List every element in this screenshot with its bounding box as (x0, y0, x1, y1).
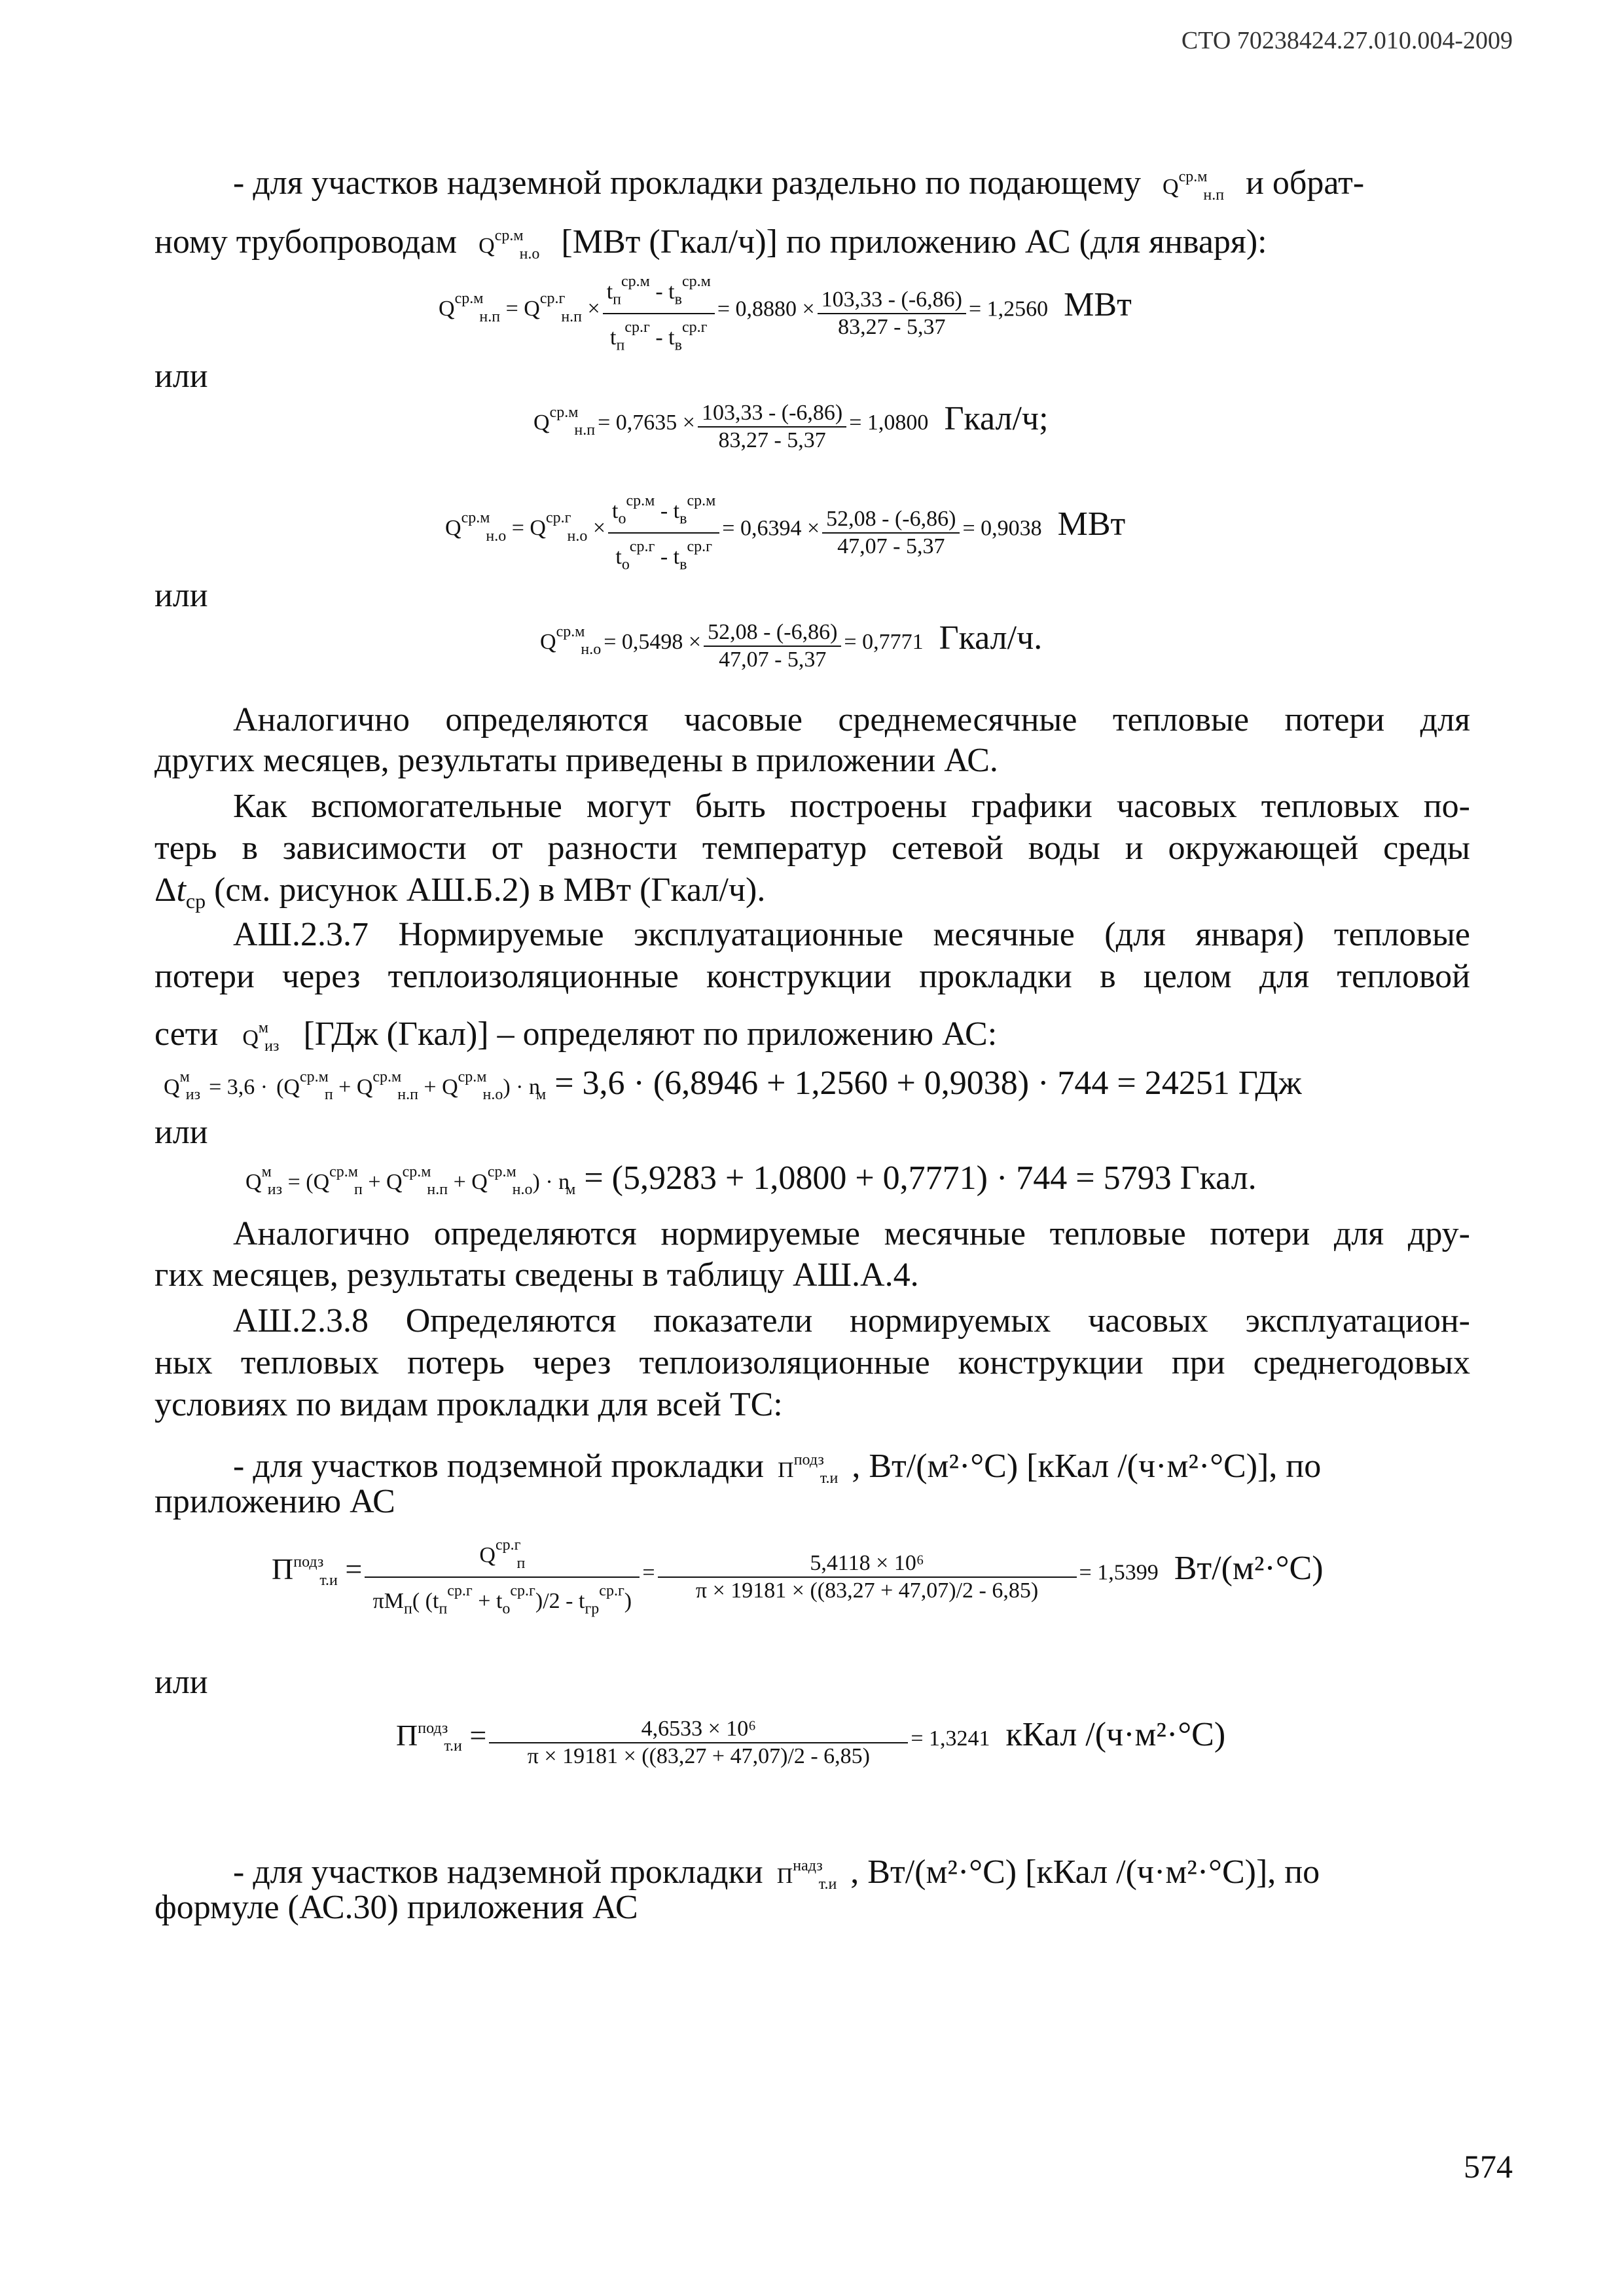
paragraph-1-line-1 (233, 157, 1364, 215)
text-segment: ному трубопроводам (154, 223, 458, 261)
text-segment: сети (154, 1015, 219, 1053)
text-segment: - для участков подземной прокладки (233, 1448, 765, 1485)
equation-4: $Q^{ср.м}_{н.о} = 0,5498$ × $\frac{52,08 - (-6,86)}{47,07 - 5,37}$ = 0,7771 Гкал/ч. (540, 619, 1043, 672)
or-text: или (154, 577, 208, 614)
p-ti-overground-symbol: $П^{надз}_{т.и}$ (776, 1857, 837, 1893)
fraction: $\frac{52,08 - (-6,86)}{47,07 - 5,37}$ (704, 619, 841, 673)
delta-t-symbol: $\Delta t_{ср}$ (154, 871, 206, 913)
result-value: = 0,7771 (844, 630, 924, 654)
document-code-header: СТО 70238424.27.010.004-2009 (1181, 27, 1513, 54)
text-segment: - для участков надземной прокладки (233, 1853, 763, 1891)
paragraph-6-line-3: условиях по видам прокладки для всей ТС: (154, 1386, 783, 1423)
text-segment: и обрат- (1246, 164, 1365, 202)
text-segment: - для участков надземной прокладки раздельно по подающему (233, 164, 1141, 202)
result-expression: = (5,9283 + 1,0800 + 0,7771) · 744 = 5793 Гкал. (584, 1159, 1257, 1197)
unit: Гкал/ч. (939, 619, 1043, 657)
result-expression: = 3,6 · (6,8946 + 1,2560 + 0,9038) · 744 = 24251 ГДж (554, 1065, 1302, 1102)
equation-7: $П^{подз}_{т.и}$ = $\frac{Q^{ср.г}_п}{\pi M_п( (t_п^{ср.г} + t_о^{ср.г})/2 - t_{гр}^{ср.г})}$ = $\frac{\text{5,4118 × 10⁶}}{\pi \times 19181 \times ((83,27 + 47,07)/2 - 6,85)}$ = 1,5399 Вт/(м²·°С) (272, 1532, 1324, 1622)
paragraph-4-line-3 (154, 1008, 997, 1066)
paragraph-3-line-2: терь в зависимости от разности температур сетевой воды и окружающей среды (154, 829, 1470, 867)
fraction: $\frac{\text{5,4118 × 10⁶}}{\pi \times 19181 \times ((83,27 + 47,07)/2 - 6,85)}$ (658, 1550, 1077, 1604)
coefficient: = 0,6394 × (722, 516, 820, 541)
paragraph-3-line-3 (154, 871, 765, 920)
text-segment: [ГДж (Гкал)] – определяют по приложению АС: (303, 1015, 998, 1053)
paragraph-4-line-1: АШ.2.3.7 Нормируемые эксплуатационные месячные (для января) тепловые (233, 916, 1470, 953)
q-np-symbol: $Q^{ср.м}_{н.п}$ (1163, 168, 1225, 204)
paragraph-7-line-1 (233, 1440, 1321, 1498)
or-text: или (154, 1664, 208, 1701)
q-iz-symbol: $Q^м_{из}$ (242, 1019, 280, 1055)
or-text: или (154, 357, 208, 395)
page-number: 574 (1464, 2148, 1513, 2185)
paragraph-6-line-1: АШ.2.3.8 Определяются показатели нормируемых часовых эксплуатацион- (233, 1302, 1470, 1339)
result-value: = 1,3241 (911, 1726, 990, 1751)
text-segment: , Вт/(м²·°С) [кКал /(ч·м²·°С)], по (850, 1853, 1320, 1891)
paragraph-7-line-2: приложению АС (154, 1483, 395, 1520)
paragraph-3-line-1: Как вспомогательные могут быть построены графики часовых тепловых по- (233, 788, 1470, 825)
fraction: $\frac{t_о^{ср.м} - t_в^{ср.м}}{t_о^{ср.г} - t_в^{ср.г}}$ (608, 488, 719, 577)
result-value: = 0,9038 (962, 516, 1042, 541)
equation-8: $П^{подз}_{т.и}$ = $\frac{\text{4,6533 × 10⁶}}{\pi \times 19181 \times ((83,27 + 47,07)/2 - 6,85)}$ = 1,3241 кКал /(ч·м²·°С) (396, 1716, 1226, 1769)
result-value: = 1,2560 (968, 297, 1049, 321)
unit: Вт/(м²·°С) (1174, 1550, 1324, 1588)
equation-1: $Q^{ср.м}_{н.п} = Q^{ср.г}_{н.п}$ × $\frac{t_п^{ср.м} - t_в^{ср.м}}{t_п^{ср.г} - t_в^{ср.г}}$ = 0,8880 × $\frac{103,33 - (-6,86)}{83,27 - 5,37}$ = 1,2560 МВт (439, 268, 1132, 358)
result-value: = 1,0800 (849, 410, 929, 435)
paragraph-1-line-2 (154, 216, 1267, 274)
coefficient: = 0,7635 × (598, 410, 695, 435)
paragraph-4-line-2: потери через теплоизоляционные конструкции прокладки в целом для тепловой (154, 958, 1470, 995)
or-text: или (154, 1114, 208, 1151)
fraction: $\frac{Q^{ср.г}_п}{\pi M_п( (t_п^{ср.г} + t_о^{ср.г})/2 - t_{гр}^{ср.г})}$ (365, 1532, 640, 1622)
fraction: $\frac{52,08 - (-6,86)}{47,07 - 5,37}$ (822, 506, 960, 560)
equation-5: $Q^м_{из} = 3,6 \cdot (Q^{ср.м}_п + Q^{ср.м}_{н.п} + Q^{ср.м}_{н.о}) \cdot n_м = 3,6 \cdot (6,8946 + 1,2560 + 0,9038) \cdot 744 = 24251$ ГДж (164, 1065, 1302, 1104)
unit: МВт (1064, 286, 1132, 324)
equation-6: $Q^м_{из} = (Q^{ср.м}_п + Q^{ср.м}_{н.п} + Q^{ср.м}_{н.о}) \cdot n_м = (5,9283 + 1,0800 + 0,7771) \cdot 744 = 5793$ Гкал. (245, 1159, 1257, 1199)
fraction: $\frac{\text{4,6533 × 10⁶}}{\pi \times 19181 \times ((83,27 + 47,07)/2 - 6,85)}$ (489, 1716, 908, 1770)
unit: кКал /(ч·м²·°С) (1005, 1716, 1226, 1753)
paragraph-5-line-2: гих месяцев, результаты сведены в таблицу АШ.А.4. (154, 1256, 919, 1294)
result-value: = 1,5399 (1079, 1560, 1159, 1585)
p-ti-underground-symbol: $П^{подз}_{т.и}$ (778, 1451, 839, 1487)
fraction: $\frac{103,33 - (-6,86)}{83,27 - 5,37}$ (698, 400, 846, 454)
paragraph-2-line-2: других месяцев, результаты приведены в приложении АС. (154, 742, 998, 779)
text-segment: , Вт/(м²·°С) [кКал /(ч·м²·°С)], по (852, 1448, 1322, 1485)
q-no-symbol: $Q^{ср.м}_{н.о}$ (478, 227, 540, 263)
fraction: $\frac{t_п^{ср.м} - t_в^{ср.м}}{t_п^{ср.г} - t_в^{ср.г}}$ (603, 268, 715, 358)
paragraph-5-line-1: Аналогично определяются нормируемые месячные тепловые потери для дру- (233, 1215, 1470, 1252)
unit: МВт (1057, 505, 1126, 543)
text-segment: [МВт (Гкал/ч)] по приложению АС (для января): (561, 223, 1267, 261)
coefficient: = 0,5498 × (604, 630, 702, 654)
fraction: $\frac{103,33 - (-6,86)}{83,27 - 5,37}$ (818, 287, 966, 340)
paragraph-8-line-2: формуле (АС.30) приложения АС (154, 1889, 638, 1926)
paragraph-2-line-1: Аналогично определяются часовые среднемесячные тепловые потери для (233, 701, 1470, 738)
text-segment: (см. рисунок АШ.Б.2) в МВт (Гкал/ч). (214, 871, 766, 909)
equation-2: $Q^{ср.м}_{н.п} = 0,7635$ × $\frac{103,33 - (-6,86)}{83,27 - 5,37}$ = 1,0800 Гкал/ч; (533, 400, 1049, 453)
coefficient: = 3,6 · (209, 1075, 268, 1099)
coefficient: = 0,8880 × (717, 297, 815, 321)
paragraph-6-line-2: ных тепловых потерь через теплоизоляционные конструкции при среднегодовых (154, 1344, 1470, 1381)
unit: Гкал/ч; (944, 400, 1049, 437)
equation-3: $Q^{ср.м}_{н.о} = Q^{ср.г}_{н.о}$ × $\frac{t_о^{ср.м} - t_в^{ср.м}}{t_о^{ср.г} - t_в^{ср.г}}$ = 0,6394 × $\frac{52,08 - (-6,86)}{47,07 - 5,37}$ = 0,9038 МВт (445, 488, 1125, 577)
